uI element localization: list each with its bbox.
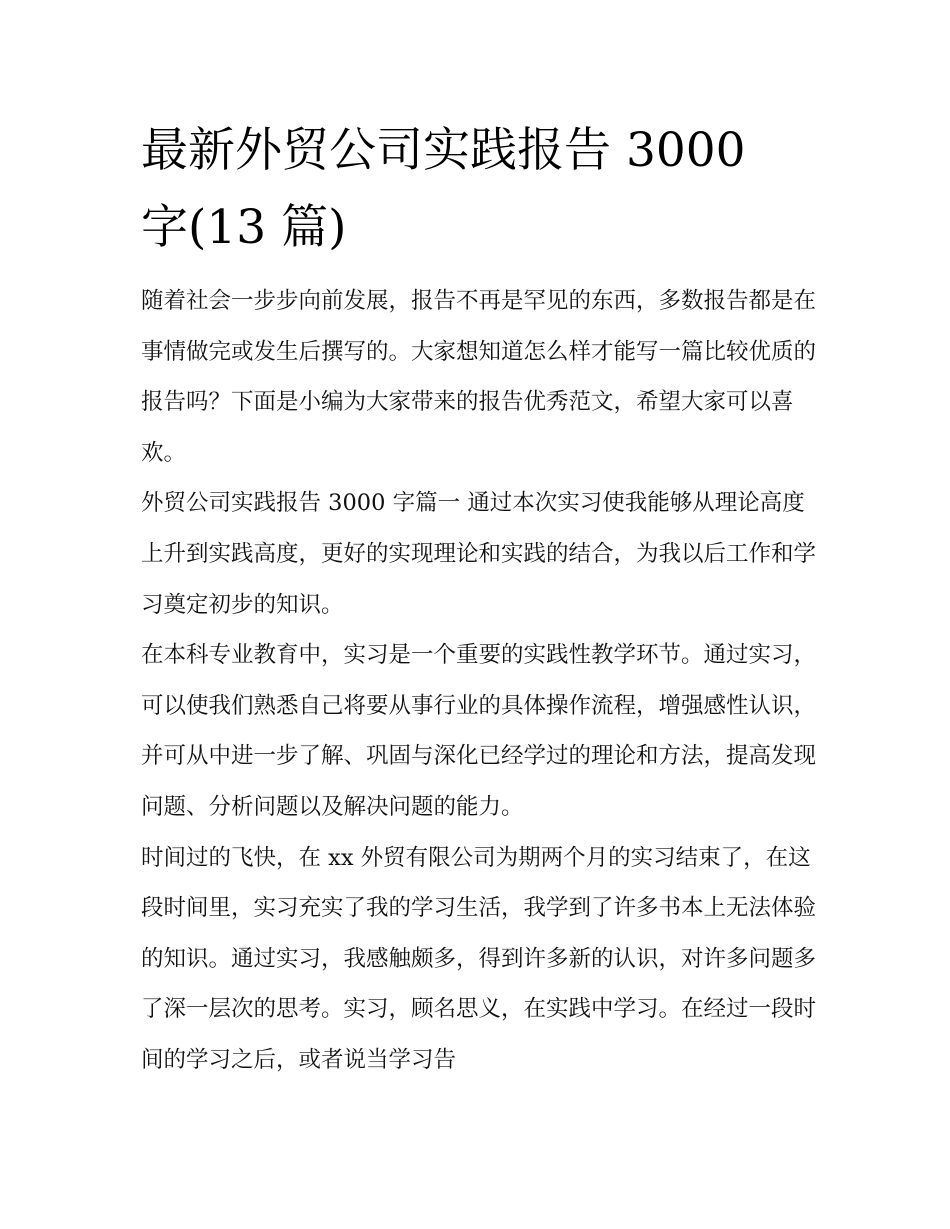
document-title xyxy=(141,112,801,266)
document-body xyxy=(141,276,821,1086)
paragraph-internship-reflection: 时间过的飞快，在 xx 外贸有限公司为期两个月的实习结束了，在这段时间里，实习充实了我的学习生活，我学到了许多书本上无法体验的知识。通过实习，我感触颇多，得到许多新的认识，对许多问题多了深一层次的思考。实习，顾名思义，在实践中学习。在经过一段时间的学习之后，或者说当学习告 xyxy=(141,844,817,1073)
paragraph-intro: 随着社会一步步向前发展，报告不再是罕见的东西，多数报告都是在事情做完或发生后撰写的。大家想知道怎么样才能写一篇比较优质的报告吗？下面是小编为大家带来的报告优秀范文，希望大家可以喜欢。 xyxy=(141,288,817,466)
paragraph-internship-purpose: 在本科专业教育中，实习是一个重要的实践性教学环节。通过实习，可以使我们熟悉自己将要从事行业的具体操作流程，增强感性认识，并可从中进一步了解、巩固与深化已经学过的理论和方法，提高发现问题、分析问题以及解决问题的能力。 xyxy=(141,642,817,820)
paragraph-article-one-opening: 外贸公司实践报告 3000 字篇一 通过本次实习使我能够从理论高度上升到实践高度，更好的实现理论和实践的结合，为我以后工作和学习奠定初步的知识。 xyxy=(141,490,817,618)
title-line-2: 字(13 篇) xyxy=(141,200,347,255)
title-line-1: 最新外贸公司实践报告 3000 xyxy=(141,123,746,178)
